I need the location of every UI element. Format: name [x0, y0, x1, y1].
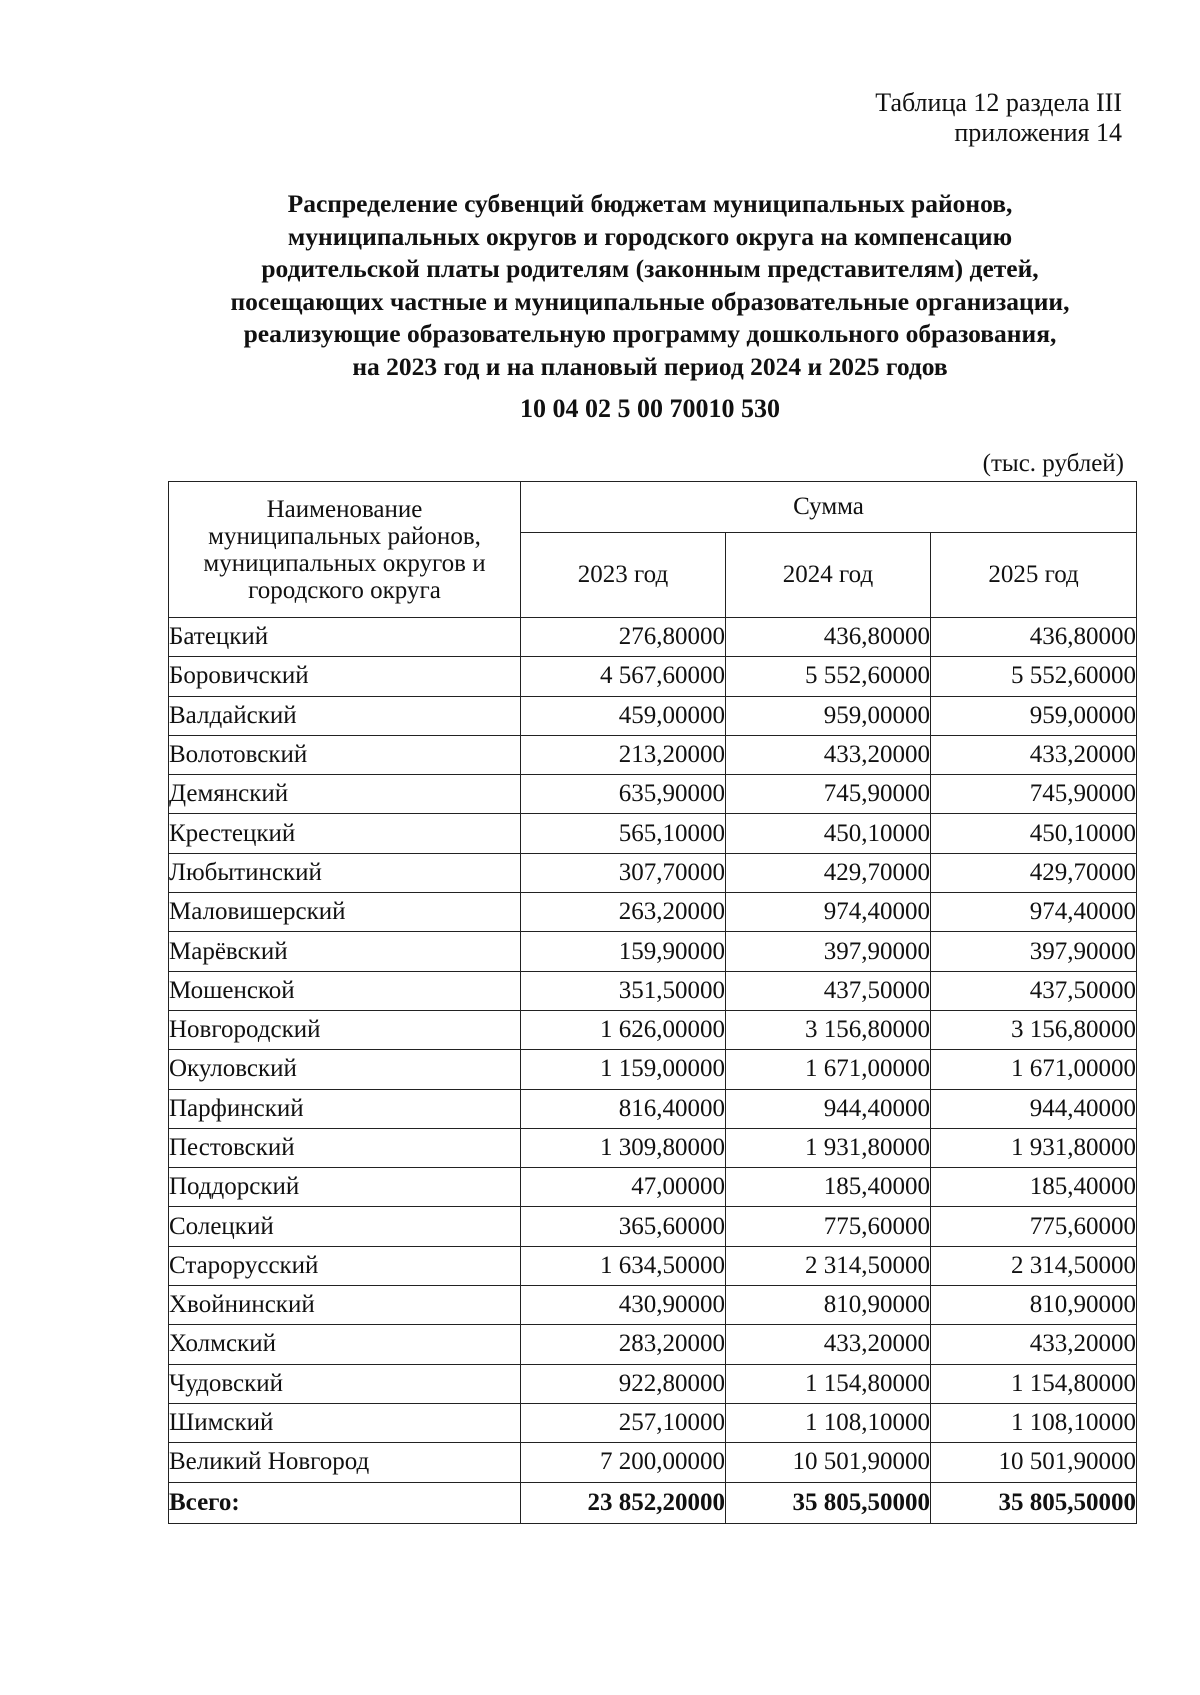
total-label: Всего:: [169, 1482, 521, 1523]
table-row: [169, 1128, 1137, 1167]
year-header-2023: 2023 год: [521, 533, 726, 618]
value-2023: 922,80000: [521, 1364, 726, 1403]
value-2024: 745,90000: [726, 775, 931, 814]
value-2023: 816,40000: [521, 1089, 726, 1128]
header-row: [169, 482, 1137, 533]
value-2024: 3 156,80000: [726, 1010, 931, 1049]
sum-column-header: Сумма: [521, 482, 1137, 533]
table-row: [169, 814, 1137, 853]
value-2025: 3 156,80000: [931, 1010, 1137, 1049]
value-2023: 365,60000: [521, 1207, 726, 1246]
value-2023: 263,20000: [521, 893, 726, 932]
district-name: Солецкий: [169, 1207, 521, 1246]
name-column-header: Наименование муниципальных районов, муниципальных округов и городского округа: [169, 482, 521, 618]
table-row: [169, 1207, 1137, 1246]
year-header-2025: 2025 год: [931, 533, 1137, 618]
district-name: Холмский: [169, 1325, 521, 1364]
district-name: Пестовский: [169, 1128, 521, 1167]
value-2023: 635,90000: [521, 775, 726, 814]
district-name: Мошенской: [169, 971, 521, 1010]
district-name: Демянский: [169, 775, 521, 814]
district-name: Старорусский: [169, 1246, 521, 1285]
value-2023: 459,00000: [521, 696, 726, 735]
value-2025: 1 154,80000: [931, 1364, 1137, 1403]
table-row: [169, 1364, 1137, 1403]
district-name: Парфинский: [169, 1089, 521, 1128]
title-line: реализующие образовательную программу дошкольного образования,: [243, 319, 1057, 348]
value-2023: 307,70000: [521, 853, 726, 892]
value-2025: 1 671,00000: [931, 1050, 1137, 1089]
value-2023: 1 159,00000: [521, 1050, 726, 1089]
value-2023: 257,10000: [521, 1403, 726, 1442]
title-line: на 2023 год и на плановый период 2024 и 2025 годов: [352, 351, 948, 381]
title-line: родительской платы родителям (законным представителям) детей,: [261, 254, 1039, 283]
value-2025: 397,90000: [931, 932, 1137, 971]
value-2024: 1 108,10000: [726, 1403, 931, 1442]
value-2023: 1 309,80000: [521, 1128, 726, 1167]
district-name: Волотовский: [169, 735, 521, 774]
value-2024: 810,90000: [726, 1286, 931, 1325]
district-name: Чудовский: [169, 1364, 521, 1403]
total-2024: 35 805,50000: [726, 1482, 931, 1523]
table-row: [169, 1246, 1137, 1285]
title-line: посещающих частные и муниципальные образовательные организации,: [230, 286, 1070, 316]
units-label: (тыс. рублей): [982, 450, 1124, 477]
total-2025: 35 805,50000: [931, 1482, 1137, 1523]
value-2025: 944,40000: [931, 1089, 1137, 1128]
table-row: [169, 1050, 1137, 1089]
district-name: Любытинский: [169, 853, 521, 892]
reference-line-1: Таблица 12 раздела III: [875, 88, 1122, 117]
value-2023: 213,20000: [521, 735, 726, 774]
value-2025: 974,40000: [931, 893, 1137, 932]
value-2024: 433,20000: [726, 735, 931, 774]
district-name: Великий Новгород: [169, 1443, 521, 1482]
table-row: [169, 657, 1137, 696]
table-row: [169, 893, 1137, 932]
district-name: Поддорский: [169, 1168, 521, 1207]
value-2024: 1 931,80000: [726, 1128, 931, 1167]
value-2025: 5 552,60000: [931, 657, 1137, 696]
value-2024: 5 552,60000: [726, 657, 931, 696]
table-row: [169, 618, 1137, 657]
value-2025: 185,40000: [931, 1168, 1137, 1207]
value-2025: 810,90000: [931, 1286, 1137, 1325]
table-row: [169, 1325, 1137, 1364]
district-name: Окуловский: [169, 1050, 521, 1089]
table-row: [169, 1286, 1137, 1325]
district-name: Валдайский: [169, 696, 521, 735]
value-2025: 433,20000: [931, 1325, 1137, 1364]
table-body: [169, 618, 1137, 1483]
value-2025: 450,10000: [931, 814, 1137, 853]
value-2024: 974,40000: [726, 893, 931, 932]
value-2023: 7 200,00000: [521, 1443, 726, 1482]
table-row: [169, 696, 1137, 735]
value-2023: 47,00000: [521, 1168, 726, 1207]
value-2024: 2 314,50000: [726, 1246, 931, 1285]
district-name: Хвойнинский: [169, 1286, 521, 1325]
reference-line-2: приложения 14: [954, 118, 1122, 147]
district-name: Боровичский: [169, 657, 521, 696]
district-name: Марёвский: [169, 932, 521, 971]
table-row: [169, 853, 1137, 892]
value-2024: 1 671,00000: [726, 1050, 931, 1089]
value-2024: 10 501,90000: [726, 1443, 931, 1482]
value-2023: 565,10000: [521, 814, 726, 853]
year-header-2024: 2024 год: [726, 533, 931, 618]
district-name: Шимский: [169, 1403, 521, 1442]
value-2024: 185,40000: [726, 1168, 931, 1207]
value-2025: 437,50000: [931, 971, 1137, 1010]
table-row: [169, 775, 1137, 814]
value-2024: 944,40000: [726, 1089, 931, 1128]
value-2025: 775,60000: [931, 1207, 1137, 1246]
value-2023: 1 634,50000: [521, 1246, 726, 1285]
value-2025: 1 108,10000: [931, 1403, 1137, 1442]
total-2023: 23 852,20000: [521, 1482, 726, 1523]
title-line: муниципальных округов и городского округа на компенсацию: [287, 221, 1013, 251]
value-2023: 4 567,60000: [521, 657, 726, 696]
value-2024: 429,70000: [726, 853, 931, 892]
value-2024: 959,00000: [726, 696, 931, 735]
value-2025: 959,00000: [931, 696, 1137, 735]
value-2025: 10 501,90000: [931, 1443, 1137, 1482]
table-row: [169, 971, 1137, 1010]
table-row: [169, 735, 1137, 774]
total-row: [169, 1482, 1137, 1523]
district-name: Новгородский: [169, 1010, 521, 1049]
district-name: Батецкий: [169, 618, 521, 657]
table-row: [169, 932, 1137, 971]
value-2024: 436,80000: [726, 618, 931, 657]
table-row: [169, 1168, 1137, 1207]
value-2025: 433,20000: [931, 735, 1137, 774]
value-2024: 433,20000: [726, 1325, 931, 1364]
value-2024: 775,60000: [726, 1207, 931, 1246]
budget-classification-code: 10 04 02 5 00 70010 530: [520, 394, 780, 423]
value-2023: 159,90000: [521, 932, 726, 971]
district-name: Крестецкий: [169, 814, 521, 853]
value-2025: 436,80000: [931, 618, 1137, 657]
value-2024: 450,10000: [726, 814, 931, 853]
value-2024: 1 154,80000: [726, 1364, 931, 1403]
value-2025: 1 931,80000: [931, 1128, 1137, 1167]
value-2024: 397,90000: [726, 932, 931, 971]
value-2023: 1 626,00000: [521, 1010, 726, 1049]
table-row: [169, 1089, 1137, 1128]
document-title: [150, 188, 1150, 383]
district-name: Маловишерский: [169, 893, 521, 932]
title-line: Распределение субвенций бюджетам муниципальных районов,: [287, 189, 1013, 218]
table-row: [169, 1443, 1137, 1482]
table-row: [169, 1010, 1137, 1049]
value-2025: 2 314,50000: [931, 1246, 1137, 1285]
value-2025: 429,70000: [931, 853, 1137, 892]
value-2023: 351,50000: [521, 971, 726, 1010]
value-2024: 437,50000: [726, 971, 931, 1010]
value-2023: 283,20000: [521, 1325, 726, 1364]
distribution-table: [168, 481, 1137, 1524]
value-2025: 745,90000: [931, 775, 1137, 814]
value-2023: 276,80000: [521, 618, 726, 657]
value-2023: 430,90000: [521, 1286, 726, 1325]
table-reference: [875, 88, 1122, 148]
table-row: [169, 1403, 1137, 1442]
